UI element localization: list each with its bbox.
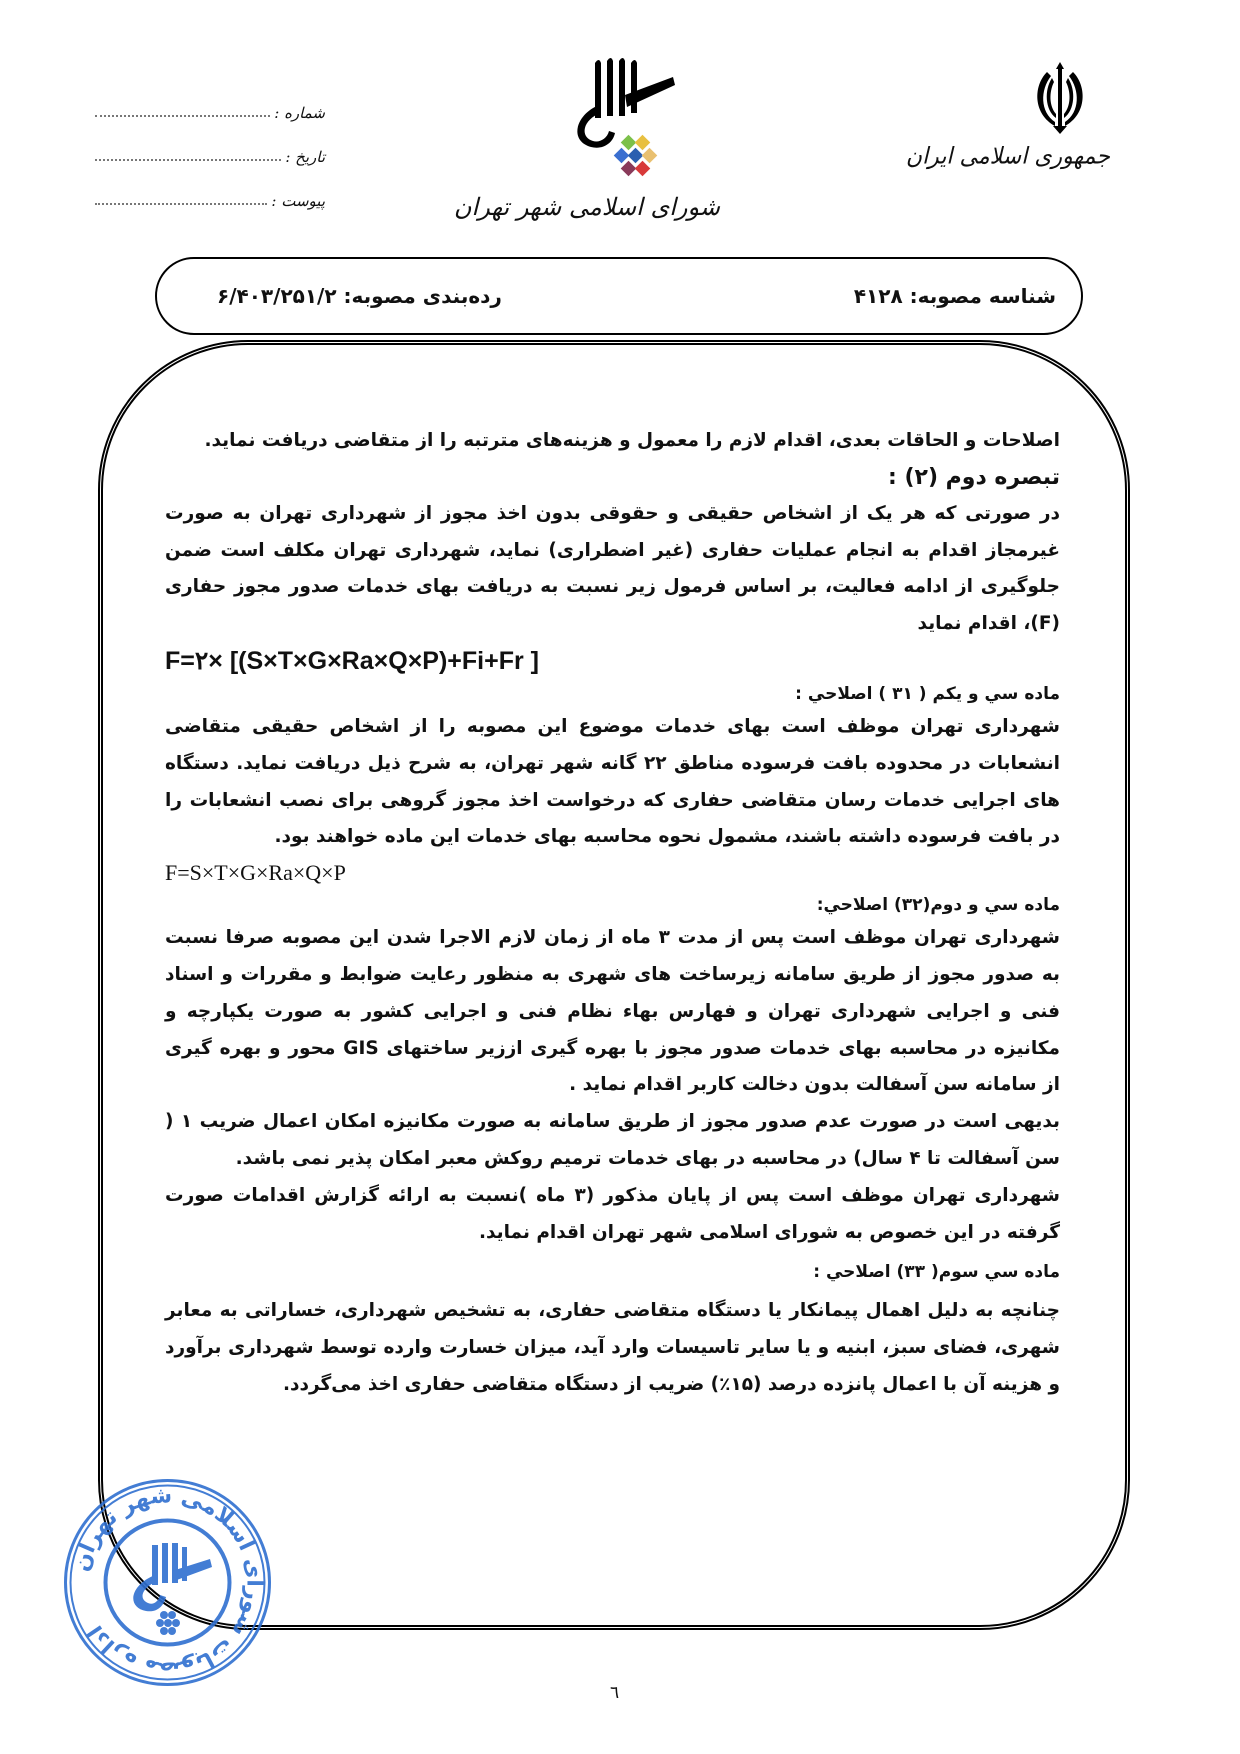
article31-formula: F=S×T×G×Ra×Q×P [165,860,346,886]
letter-meta-fields [95,78,325,210]
official-stamp [60,1475,275,1690]
meta-attachment-field [95,203,267,205]
council-caption: شورای اسلامی شهر تهران [453,193,720,221]
logo-diamond [635,161,651,177]
note2-formula: F=۲× [(S×T×G×Ra×Q×P)+Fi+Fr ] [165,646,539,675]
logo-diamond [621,135,637,151]
resolution-id-box [155,257,1083,335]
logo-diamonds [614,135,658,177]
meta-number-row [95,78,325,122]
page-number: ٦ [610,1683,620,1703]
emblem-caption: جمهوری اسلامی ایران [905,143,1110,170]
article32-paragraph-1: شهرداری تهران موظف است پس از مدت ۳ ماه از زمان لازم الاجرا شدن این مصوبه صرفا نسبت به صدور مجوز از طریق سامانه زیرساخت های شهری به منظور رعایت ضوابط و مقررات و اسناد فنی و اجرایی شهرداری تهران و فهارس بهاء نظام فنی و اجرایی کشور به صورت یکپارچه و مکانیزه در محاسبه بهای خدمات صدور مجوز با بهره گیری اززیر ساختهای GIS محور و بهره گیری از سامانه سن آسفالت بدون دخالت کاربر اقدام نماید . [165,927,1060,1096]
meta-attachment-row [95,166,325,210]
lead-line: اصلاحات و الحاقات بعدی، اقدام لازم را معمول و هزینه‌های مترتبه را از متقاضی دریافت نماید. [204,430,1060,451]
document-body [165,423,1060,1404]
stamp-seal-icon [60,1475,275,1690]
article32-title: ماده سي و دوم(۳۲) اصلاحي: [816,895,1060,916]
logo-diamond [642,148,658,164]
article32-paragraph-2: بدیهی است در صورت عدم صدور مجوز از طریق سامانه به صورت مکانیزه امکان اعمال ضریب ۱ ( سن آسفالت تا ۴ سال) در محاسبه در بهای خدمات ترمیم روکش معبر امکان پذیر نمی باشد. [165,1111,1060,1169]
logo-diamond [635,135,651,151]
meta-date-row [95,122,325,166]
iran-emblem [905,58,1110,218]
logo-diamond [614,148,630,164]
meta-number-field [95,115,270,117]
note2-title: تبصره دوم (۲) : [887,464,1060,490]
logo-diamond [628,148,644,164]
stamp-text: اداره مصوبات شورای اسلامی شهر تهران [69,1482,267,1682]
article32-paragraph-3: شهرداری تهران موظف است پس از پایان مذکور (۳ ماه )نسبت به ارائه گزارش اقدامات صورت گرفته در این خصوص به شورای اسلامی شهر تهران اقدام نماید. [165,1184,1060,1243]
article33-title: ماده سي سوم( ۳۳) اصلاحي : [813,1262,1060,1283]
council-logo [453,55,720,245]
resolution-classification: رده‌بندی مصوبه: ۶/۴۰۳/۲۵۱/۲ [217,284,502,308]
meta-date-label: تاریخ : [285,148,325,166]
meta-number-label: شماره : [274,104,325,122]
meta-attachment-label: پیوست : [271,192,325,210]
note2-text: در صورتی که هر یک از اشخاص حقیقی و حقوقی بدون اخذ مجوز از شهرداری تهران به صورت غیرمجاز اقدام به انجام عملیات حفاری (غیر اضطراری) نماید، شهرداری تهران مکلف است ضمن جلوگیری از ادامه فعالیت، بر اساس فرمول زیر نسبت به دریافت بهای خدمات صدور مجوز حفاری (F)، اقدام نماید [165,502,1060,635]
article33-text: چنانچه به دلیل اهمال پیمانکار یا دستگاه متقاضی حفاری، به تشخیص شهرداری، خساراتی به معابر شهری، فضای سبز، ابنیه و یا سایر تاسیسات وارد آید، میزان خسارت وارده توسط شهرداری برآورد و هزینه آن با اعمال پانزده درصد (۱۵٪) ضریب از دستگاه متقاضی حفاری اخذ می‌گردد. [165,1300,1060,1395]
iran-emblem-icon [1025,58,1095,138]
resolution-id: شناسه مصوبه: ۴۱۲۸ [853,284,1056,308]
article31-text: شهرداری تهران موظف است بهای خدمات موضوع این مصوبه را از اشخاص حقیقی متقاضی انشعابات در محدوده بافت فرسوده مناطق ۲۲ گانه شهر تهران، به شرح ذیل دریافت نماید. دستگاه های اجرایی خدمات رسان متقاضی حفاری که درخواست اخذ مجوز گروهی برای نصب انشعابات را در بافت فرسوده داشته باشند، مشمول نحوه محاسبه بهای خدمات این ماده خواهند بود. [165,715,1060,848]
article31-title: ماده سي و يكم ( ۳۱ ) اصلاحي : [795,683,1060,704]
logo-diamond [621,161,637,177]
meta-date-field [95,159,281,161]
council-logo-icon [555,55,685,185]
